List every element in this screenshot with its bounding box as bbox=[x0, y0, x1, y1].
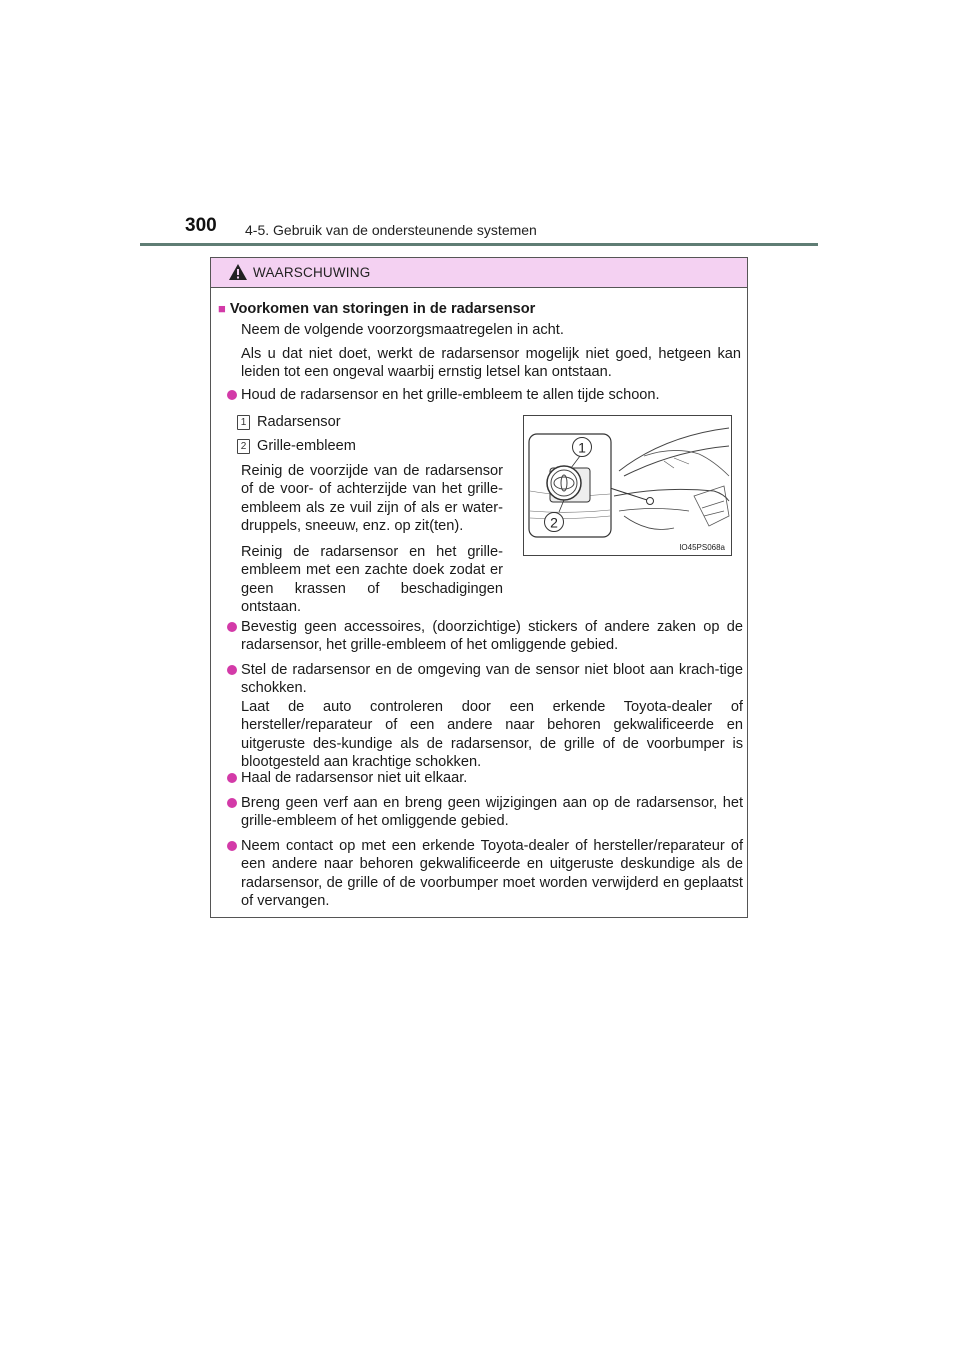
warning-triangle-icon bbox=[228, 263, 248, 281]
intro-paragraph-1: Neem de volgende voorzorgsmaatregelen in acht. bbox=[241, 322, 564, 338]
bullet-text: Bevestig geen accessoires, (doorzichtige) stickers of andere zaken op de radarsensor, het grille-embleem of het omliggende gebied. bbox=[241, 619, 743, 654]
bullet-icon bbox=[227, 390, 237, 400]
bullet-icon bbox=[227, 773, 237, 783]
clean-paragraph-2: Reinig de radarsensor en het grille-embleem met een zachte doek zodat er geen krassen of beschadigingen ontstaan. bbox=[241, 544, 503, 616]
bullet-text: Stel de radarsensor en de omgeving van de sensor niet bloot aan krach-tige schokken. bbox=[241, 662, 743, 697]
warning-heading-text: Voorkomen van storingen in de radarsensor bbox=[229, 301, 536, 317]
page-number: 300 bbox=[185, 215, 217, 236]
bullet-text: Breng geen verf aan en breng geen wijzigingen aan op de radarsensor, het grille-embleem of het omliggende gebied. bbox=[241, 795, 743, 830]
item-label: Grille-embleem bbox=[257, 438, 356, 454]
warning-heading bbox=[218, 300, 535, 318]
warning-header bbox=[211, 258, 747, 288]
bullet-text-continued: Laat de auto controleren door een erkende Toyota-dealer of hersteller/reparateur of een andere naar behoren gekwalificeerde en uitgeruste des-kundige als de radarsensor, de grille of de voorbumper is blootgesteld aan krachtige schokken. bbox=[241, 698, 743, 771]
number-badge: 2 bbox=[237, 439, 250, 454]
bullet-text-group bbox=[241, 661, 743, 771]
figure-callout-1: 1 bbox=[578, 439, 586, 456]
list-item-radarsensor bbox=[237, 413, 341, 431]
bullet-icon bbox=[227, 798, 237, 808]
bullet-icon bbox=[227, 622, 237, 632]
bullet-text: Haal de radarsensor niet uit elkaar. bbox=[241, 770, 468, 786]
list-item-grille-embleem bbox=[237, 437, 356, 455]
number-badge: 1 bbox=[237, 415, 250, 430]
section-title: 4-5. Gebruik van de ondersteunende systemen bbox=[245, 222, 537, 238]
bullet-icon bbox=[227, 841, 237, 851]
bullet-text: Neem contact op met een erkende Toyota-dealer of hersteller/reparateur of een andere naar behoren gekwalificeerde en uitgeruste deskundige als de radarsensor, de grille of de voorbumper moet worden verwijderd en geplaatst of vervangen. bbox=[241, 838, 743, 910]
header-rule bbox=[140, 243, 818, 246]
car-front-illustration bbox=[524, 416, 731, 555]
figure-code: IO45PS068a bbox=[679, 543, 725, 552]
radar-sensor-figure bbox=[523, 415, 732, 556]
bullet-icon bbox=[227, 665, 237, 675]
warning-box bbox=[210, 257, 748, 918]
heading-square-icon: ■ bbox=[218, 301, 226, 316]
item-label: Radarsensor bbox=[257, 414, 341, 430]
warning-title: WAARSCHUWING bbox=[253, 265, 371, 280]
bullet-clean-text: Houd de radarsensor en het grille-embleem te allen tijde schoon. bbox=[241, 387, 660, 403]
clean-paragraph-1: Reinig de voorzijde van de radarsensor of de voor- of achterzijde van het grille-embleem als ze vuil zijn of als er water-druppels, sneeuw, enz. op zit(ten). bbox=[241, 463, 503, 535]
figure-callout-2: 2 bbox=[550, 514, 558, 531]
intro-paragraph-2: Als u dat niet doet, werkt de radarsensor mogelijk niet goed, hetgeen kan leiden tot een ongeval waarbij ernstig letsel kan ontstaan. bbox=[241, 346, 741, 381]
